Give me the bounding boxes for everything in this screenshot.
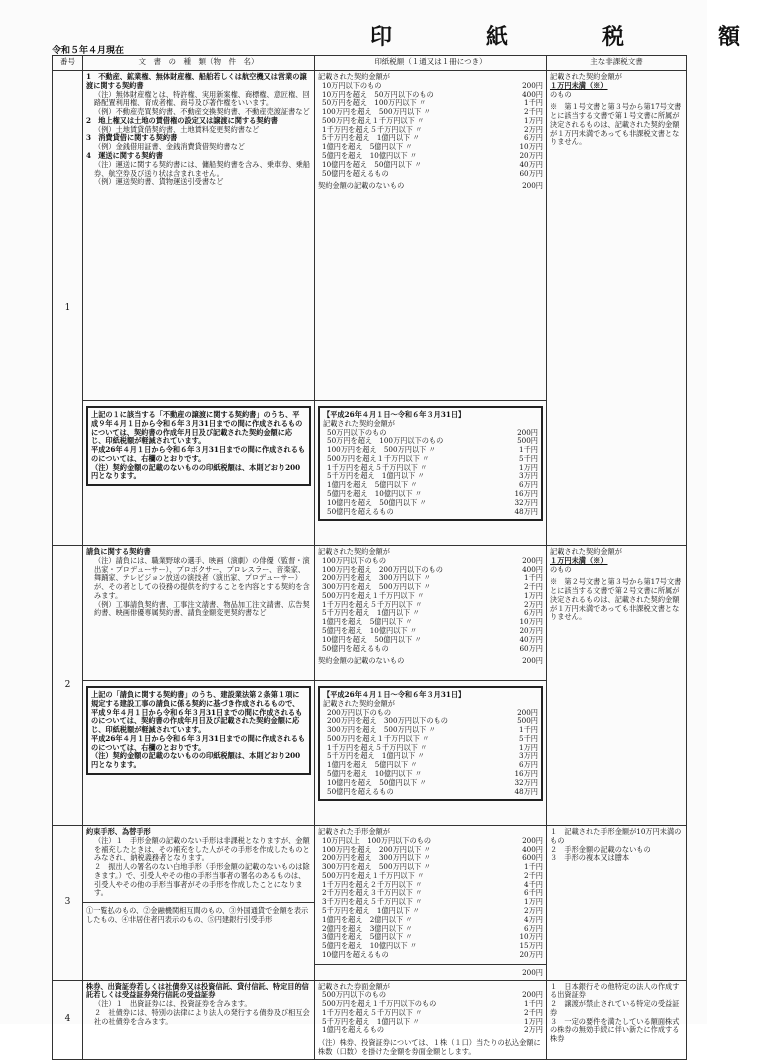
tax-cell [315,71,547,401]
special-tax-box [318,686,543,801]
doc-cell [83,980,315,1059]
tax-amount: 40万円 [519,159,543,169]
tax-range: 5千万円を超え 1億円以下 〃 [327,751,425,761]
tax-amount: 1千円 [524,999,543,1009]
tax-range: 200万円を超え 300万円以下のもの [327,716,448,726]
doc-line: 4 運送に関する契約書 [86,151,163,161]
tax-range: 500万円を超え１千万円以下 〃 [322,590,425,600]
tax-amount: 200円 [517,707,538,717]
doc-line: （例）土地賃貸借契約書、土地賃料変更契約書など [94,124,260,134]
tax-amount: 3万円 [519,751,538,761]
stamp-tax-table [52,55,687,1060]
exempt-line: １ 日本銀行その他特定の法人の作成する出資証券 [550,981,680,1000]
special-tax-box [318,406,543,521]
special-sub: 記載された契約金額が [323,698,395,708]
tax-amount: 2万円 [524,906,543,916]
tax-range: 100万円を超え 500万円以下 〃 [327,445,436,455]
tax-amount: 2千円 [524,1007,543,1017]
table-row [53,546,687,681]
tax-heading: 記載された券面金額が [318,981,390,991]
tax-heading: 記載された手形金額が [318,827,390,836]
tax-row [327,508,538,517]
tax-amount: 6万円 [524,608,543,618]
doc-line: （例）金銭借用証書、金銭消費貸借契約書など [94,142,245,152]
tax-row [327,788,538,797]
special-doc-cell [83,401,315,546]
exempt-highlight: １万円未満（※） [550,555,608,565]
tax-range: 1千万円を超え５千万円以下 〃 [322,599,423,609]
table-header-row [53,56,687,71]
tax-amount: 200円 [517,427,538,437]
special-heading: 【平成26年４月１日～令和６年３月31日】 [323,690,466,699]
exempt-highlight: １万円未満（※） [550,80,608,90]
exempt-line: 記載された契約金額が [550,72,622,81]
doc-line: （例）工事請負契約書、工事注文請書、物品加工注文請書、広告契約書、映画俳優専属契約書、請負金額変更契約書など [94,599,310,618]
tax-range: 10万円以上 100万円以下のもの [322,835,432,845]
tax-amount: 200円 [522,835,543,845]
tax-amount: 200円 [522,990,543,1000]
tax-list [318,991,543,1035]
tax-list [318,837,543,960]
tax-range: 500万円を超え１千万円以下 〃 [327,453,430,463]
doc-line: （注）請負には、職業野球の選手、映画（演劇）の俳優（監督・演出家・プロデューサー）、プロボクサー、プロレスラー、音楽家、舞踊家、テレビジョン放送の演技者（演出家、プロデューサー）が、その者としての役務の提供を約することを内容とする契約を含みます。 [94,555,310,600]
tax-list [318,557,543,654]
tax-range: 10億円を超え 50億円以下 〃 [322,634,422,644]
tax-row [318,182,543,191]
exempt-line: 記載された契約金額が [550,547,622,556]
tax-range: 2千万円を超え３千万円以下 〃 [322,888,423,898]
exempt-line: のもの [550,564,572,574]
tax-amount: 200円 [522,555,543,565]
tax-range: 1千万円を超え５千万円以下 〃 [322,1007,423,1017]
tax-amount: 600円 [522,853,543,863]
row-number: 2 [53,546,83,826]
doc-line: （例）不動産売買契約書、不動産交換契約書、不動産売渡証書など [94,107,310,117]
tax-amount: 20万円 [519,151,543,161]
tax-amount: 6万円 [524,133,543,143]
tax-amount: 4千円 [524,879,543,889]
tax-amount: 32万円 [514,497,538,507]
doc-cell [83,71,315,401]
tax-cell [315,546,547,681]
tax-amount: 10万円 [519,142,543,152]
special-tax-cell [315,401,547,546]
tax-range: 5億円を超え 10億円以下 〃 [322,941,418,951]
special-line: 平成26年４月１日から令和６年３月31日までの間に作成されるものについては、右欄のとおりです。 [91,733,306,752]
tax-cell [315,826,547,981]
tax-range: 1千万円を超え５千万円以下 〃 [322,124,423,134]
tax-amount: 32万円 [514,777,538,787]
doc-line: 約束手形、為替手形 [86,827,151,836]
special-tax-list [323,429,538,517]
tax-range: 500万円を超え１千万円以下 〃 [322,870,425,880]
exempt-note: ※ 第１号文書と第３号から第17号文書とに該当する文書で第１号文書に所属が決定されるものは、記載された契約金額が１万円未満であっても非課税文書となりません。 [550,102,682,147]
special-heading: 【平成26年４月１日～令和６年３月31日】 [323,410,466,419]
tax-list [318,82,543,179]
tax-heading: 記載された契約金額が [318,72,390,81]
exempt-line: のもの [550,89,572,99]
tax-range: 1億円を超え 5億円以下 〃 [322,617,413,627]
doc-line: 1 不動産、鉱業権、無体財産権、船舶若しくは航空機又は営業の譲渡に関する契約書 [86,72,307,90]
exempt-cell [547,546,687,826]
tax-range: 1千万円を超え２千万円以下 〃 [322,879,423,889]
tax-amount: 400円 [522,89,543,99]
tax-amount: 2千円 [524,107,543,117]
tax-range: 5千万円を超え 1億円以下 〃 [322,906,420,916]
exempt-line: １ 記載された手形金額が10万円未満のもの [550,827,682,845]
tax-range: 50億円を超えるもの [327,506,394,516]
tax-amount: 20万円 [519,949,543,959]
tax-amount: 6万円 [524,923,543,933]
tax-range: 50億円を超えるもの [322,168,389,178]
tax-amount: 1万円 [524,897,543,907]
tax-range: 1千万円を超え５千万円以下 〃 [327,462,428,472]
divider [315,964,546,965]
tax-amount: 6千円 [524,888,543,898]
tax-amount: 15万円 [519,941,543,951]
special-line: （注）契約金額の記載のないものの印紙税額は、本則どおり200円となります。 [91,751,301,770]
doc-line: 2 地上権又は土地の賃借権の設定又は譲渡に関する契約書 [86,115,278,125]
tax-heading: 記載された契約金額が [318,547,390,556]
tax-amount: 48万円 [514,506,538,516]
doc-line: 3 消費貸借に関する契約書 [86,133,178,143]
tax-amount: 2千円 [524,582,543,592]
tax-amount: 1万円 [524,115,543,125]
tax-amount: 500円 [517,436,538,446]
exempt-cell [547,980,687,1059]
special-doc-cell [83,681,315,826]
header-doc: 文 書 の 種 類（物 件 名） [83,56,315,71]
tax-range: 契約金額の記載のないもの [318,181,405,191]
doc-line: （注）１ 手形金額の記載のない手形は非課税となりますが、金額を補充したときは、その補充をした人がその手形を作成したものとみなされ、納税義務者となります。 [94,835,310,863]
tax-amount: 16万円 [514,769,538,779]
tax-amount: 200円 [522,656,543,666]
tax-range: 1億円を超え 5億円以下 〃 [322,142,413,152]
tax-amount: 200円 [522,181,543,191]
row-number: 4 [53,980,83,1059]
row-number: 1 [53,71,83,546]
tax-amount: 60万円 [519,168,543,178]
table-row [53,980,687,1059]
tax-amount: 6万円 [519,760,538,770]
tax-range: 5億円を超え 10億円以下 〃 [322,626,418,636]
tax-range: 100万円以下のもの [322,555,387,565]
tax-range: 契約金額の記載のないもの [318,656,405,666]
tax-amount: 1千円 [524,573,543,583]
tax-range: 500万円を超え１千万円以下のもの [322,999,437,1009]
doc-cell [83,546,315,681]
exempt-line: ３ 手形の複本又は謄本 [550,853,630,863]
doc-line: 請負に関する契約書 [86,547,151,556]
tax-amount: 5千円 [519,733,538,743]
tax-range: 1億円を超えるもの [322,1025,385,1035]
tax-range: 500万円以下のもの [322,990,387,1000]
tax-amount: 1万円 [519,462,538,472]
tax-range: 10万円以下のもの [322,80,382,90]
special-note-box [86,686,311,775]
tax-note: （注）株券、投資証券については、１株（１口）当たりの払込金額に株数（口数）を掛けた金額を券面金額とします。 [318,1038,541,1056]
doc-extra: ①一覧払のもの、②金融機関相互間のもの、③外国通貨で金額を表示したもの、④非居住者円表示のもの、⑤円建銀行引受手形 [86,906,309,925]
tax-range: 300万円を超え 500万円以下 〃 [327,725,436,735]
tax-amount: 10万円 [519,932,543,942]
tax-amount: 1千円 [524,98,543,108]
tax-range: 50万円を超え 100万円以下 〃 [322,98,427,108]
tax-range: 5億円を超え 10億円以下 〃 [327,769,423,779]
tax-range: 10億円を超え 50億円以下 〃 [327,497,427,507]
tax-amount: 6万円 [519,480,538,490]
tax-amount: 200円 [522,80,543,90]
tax-range: 2億円を超え 3億円以下 〃 [322,923,413,933]
tax-range: 50万円以下のもの [327,427,387,437]
tax-amount: 3万円 [519,471,538,481]
header-tax: 印紙税額（１通又は１冊につき） [315,56,547,71]
tax-amount: 1万円 [519,742,538,752]
tax-amount: 2万円 [524,599,543,609]
special-sub: 記載された契約金額が [323,418,395,428]
tax-amount: 2万円 [524,1025,543,1035]
doc-line: ２ 振出人の署名のない白地手形（手形金額の記載のないものは除きます。）で、引受人やその他の手形当事者の署名のあるものは、引受人やその他の手形当事者がその手形を作成したことになります。 [94,862,310,898]
exempt-line: ２ 手形金額の記載のないもの [550,844,651,854]
tax-amount: 10万円 [519,617,543,627]
tax-amount: 1万円 [524,1016,543,1026]
doc-line: （注）無体財産権とは、特許権、実用新案権、商標権、意匠権、回路配置利用権、育成者権、商号及び著作権をいいます。 [94,89,310,108]
tax-range: 200万円を超え 300万円以下 〃 [322,573,431,583]
special-tax-cell [315,681,547,826]
tax-range: 50万円を超え 100万円以下のもの [327,436,444,446]
tax-row [322,951,543,960]
doc-line: （例）運送契約書、貨物運送引受書など [94,177,224,187]
table-row [53,826,687,981]
tax-amount: 1千円 [519,445,538,455]
tax-amount: 4万円 [524,914,543,924]
exempt-line: ２ 譲渡が禁止されている特定の受益証券 [550,999,680,1017]
exempt-line: ３ 一定の要件を満たしている額面株式の株券の無効手続に伴い新たに作成する株券 [550,1016,680,1044]
tax-range: 50億円を超えるもの [327,786,394,796]
doc-cell [83,826,315,981]
tax-amount: 40万円 [519,634,543,644]
tax-row [322,1026,543,1035]
tax-amount: 400円 [522,564,543,574]
tax-range: 1千万円を超え５千万円以下 〃 [327,742,428,752]
header-exempt: 主な非課税文書 [547,56,687,71]
tax-range: 100万円を超え 200万円以下 〃 [322,844,431,854]
tax-range: 500万円を超え１千万円以下 〃 [327,733,430,743]
tax-amount: 1千円 [519,725,538,735]
special-line: 平成26年４月１日から令和６年３月31日までの間に作成されるものについては、右欄のとおりです。 [91,445,306,463]
tax-amount: 2万円 [524,124,543,134]
tax-range: 500万円を超え１千万円以下 〃 [322,115,425,125]
tax-range: 200万円以下のもの [327,707,392,717]
tax-range: 100万円を超え 500万円以下 〃 [322,107,431,117]
tax-amount: 500円 [517,716,538,726]
table-row [53,71,687,401]
tax-cell [315,980,547,1059]
tax-range: 1億円を超え 5億円以下 〃 [327,760,418,770]
as-of-date: 令和５年４月現在 [52,46,125,56]
row-number: 3 [53,826,83,981]
special-line: （注）契約金額の記載のないものの印紙税額は、本則どおり200円となります。 [91,462,301,481]
tax-row [322,645,543,654]
tax-range: 10億円を超え 50億円以下 〃 [322,159,422,169]
tax-amount: 16万円 [514,489,538,499]
tax-range: 100万円を超え 200万円以下のもの [322,564,443,574]
tax-row [322,170,543,179]
exempt-note: ※ 第２号文書と第３号から第17号文書とに該当する文書で第２号文書に所属が決定されるものは、記載された契約金額が１万円未満であっても非課税文書となりません。 [550,577,682,622]
tax-range: 5千万円を超え 1億円以下 〃 [327,471,425,481]
doc-line: ２ 社債券には、特別の法律により法人の発行する債券及び相互会社の社債券を含みます。 [94,1007,310,1026]
tax-amount: 5千円 [519,453,538,463]
special-line: 上記の１に該当する「不動産の譲渡に関する契約書」のうち、平成９年４月１日から令和６年３月31日までの間に作成されるものについては、契約書の作成年月日及び記載された契約金額に応じ、印紙税額が軽減されています。 [91,410,303,446]
tax-amount: 60万円 [519,643,543,653]
tax-range: 1億円を超え 2億円以下 〃 [322,914,413,924]
tax-amount: 1千円 [524,862,543,872]
tax-range: 5千万円を超え 1億円以下 〃 [322,1016,420,1026]
doc-line: （注）運送に関する契約書には、傭船契約書を含み、乗車券、乗船券、航空券及び送り状は含まれません。 [94,159,311,178]
tax-range: 3千万円を超え５千万円以下 〃 [322,897,423,907]
exempt-cell [547,71,687,546]
tax-range: 5千万円を超え 1億円以下 〃 [322,133,420,143]
tax-range: 10億円を超え 50億円以下 〃 [327,777,427,787]
header-num: 番号 [53,56,83,71]
tax-amount: 48万円 [514,786,538,796]
tax-row [318,657,543,666]
tax-range: 5億円を超え 10億円以下 〃 [322,151,418,161]
tax-range: 300万円を超え 500万円以下 〃 [322,582,431,592]
special-line: 上記の「請負に関する契約書」のうち、建設業法第２条第１項に規定する建設工事の請負に係る契約に基づき作成されるもので、平成９年４月１日から令和６年３月31日までの間に作成されるものについては、契約書の作成年月日及び記載された契約金額に応じ、印紙税額が軽減されています。 [91,690,303,735]
tax-range: 1億円を超え 5億円以下 〃 [327,480,418,490]
page-title: 印 紙 税 額 [370,24,776,50]
tax-amount: 400円 [522,844,543,854]
tax-range: 5億円を超え 10億円以下 〃 [327,489,423,499]
tax-range: 3億円を超え 5億円以下 〃 [322,932,413,942]
divider [83,902,314,903]
doc-line: 株券、出資証券若しくは社債券又は投資信託、貸付信託、特定目的信託若しくは受益証券発行信託の受益証券 [86,981,309,1000]
tax-range: 10億円を超えるもの [322,949,389,959]
tax-amount: 1万円 [524,590,543,600]
tax-amount: 20万円 [519,626,543,636]
tax-range: 300万円を超え 500万円以下 〃 [322,862,431,872]
tax-range: 10万円を超え 50万円以下のもの [322,89,434,99]
doc-line: （注）１ 出資証券には、投資証券を含みます。 [94,999,252,1009]
special-note-box [86,406,311,486]
tax-range: 200万円を超え 300万円以下 〃 [322,853,431,863]
exempt-cell [547,826,687,981]
tax-amount: 2千円 [524,870,543,880]
tax-range: 50億円を超えるもの [322,643,389,653]
tax-extra-amount: 200円 [522,967,543,977]
special-tax-list [323,709,538,797]
tax-range: 5千万円を超え 1億円以下 〃 [322,608,420,618]
